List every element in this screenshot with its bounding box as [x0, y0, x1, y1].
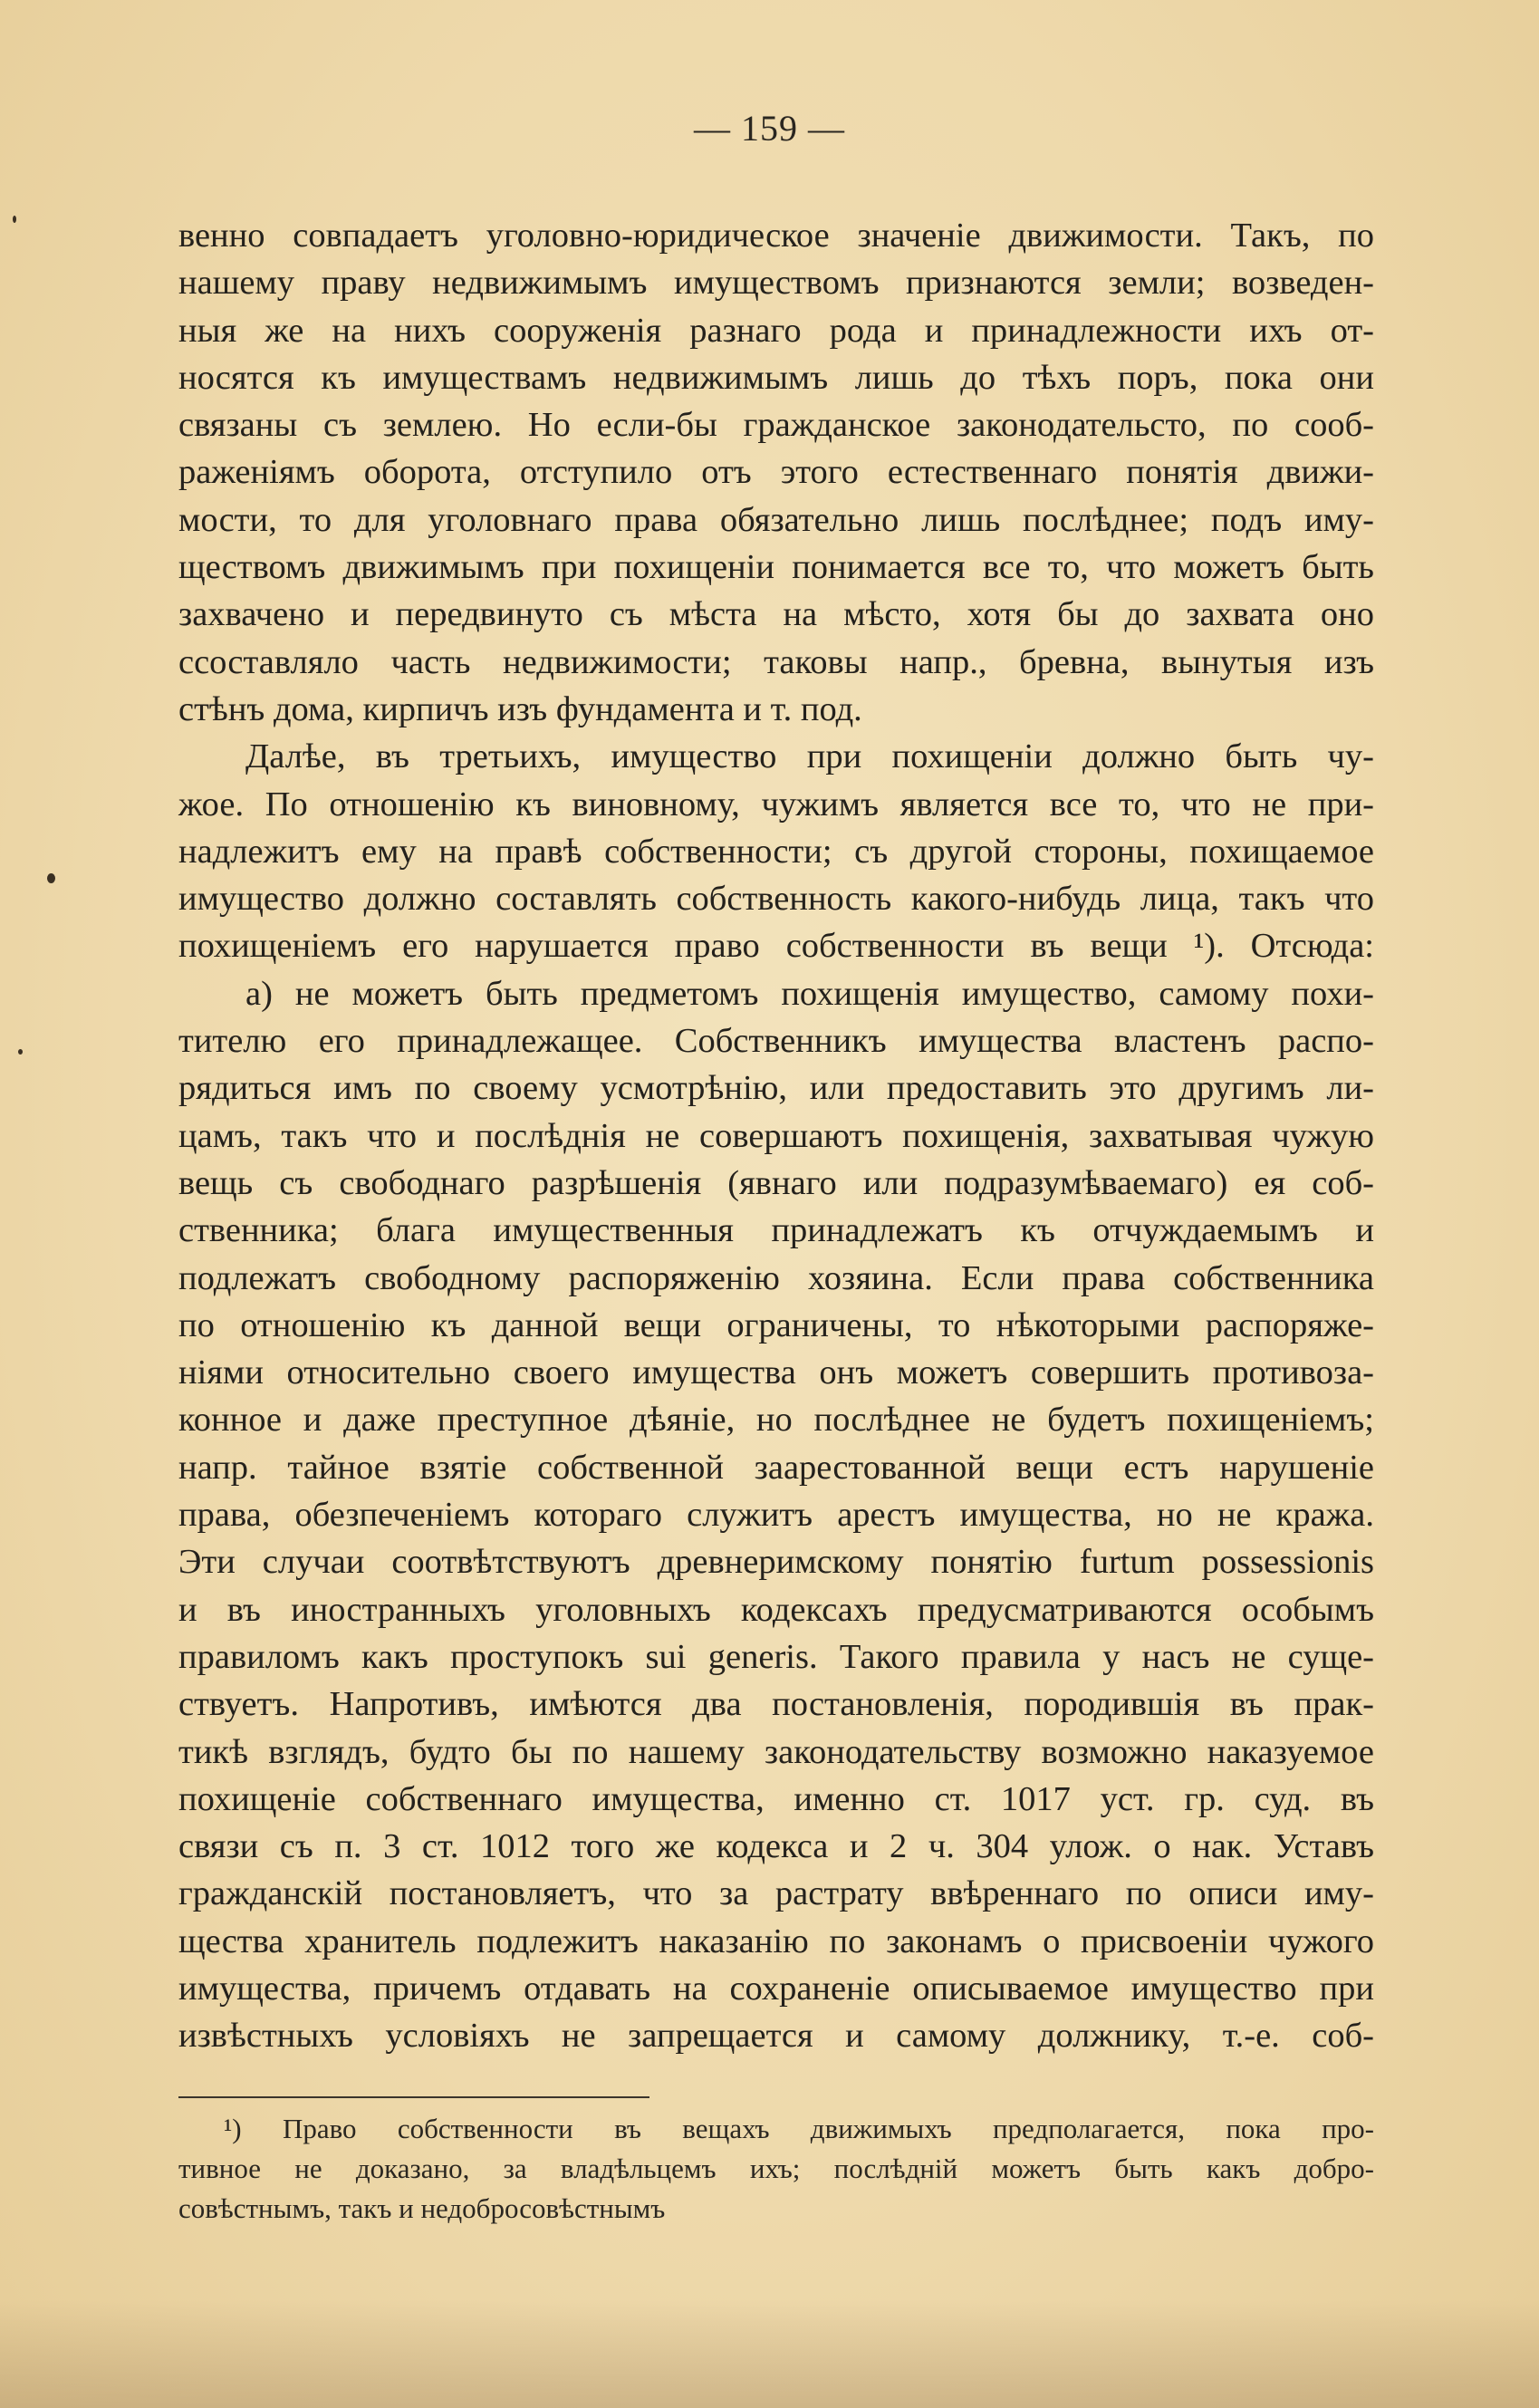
text-line: подлежатъ свободному распоряженiю хозяина. Если права собственника [178, 1258, 1374, 1297]
footnote [178, 2109, 1374, 2229]
text-line: рядиться имъ по своему усмотрѣнiю, или предоставить это другимъ ли- [178, 1069, 1374, 1108]
footnote-line: ¹) Право собственности въ вещахъ движимыхъ предполагается, пока про- [224, 2113, 1374, 2144]
text-line: нашему праву недвижимымъ имуществомъ признаются земли; возведен- [178, 264, 1374, 303]
text-line: связи съ п. 3 ст. 1012 того же кодекса и 2 ч. 304 улож. о нак. Уставъ [178, 1827, 1374, 1866]
text-line: вещь съ свободнаго разрѣшенiя (явнаго или подразумѣваемаго) ея соб- [178, 1163, 1374, 1202]
text-line: Эти случаи соотвѣтствуютъ древнеримскому понятiю furtum possessionis [178, 1543, 1374, 1582]
text-line: напр. тайное взятiе собственной заарестованной вещи естъ нарушенiе [178, 1448, 1374, 1487]
text-line: по отношенiю къ данной вещи ограничены, то нѣкоторыми распоряже- [178, 1305, 1374, 1344]
text-line: и въ иностранныхъ уголовныхъ кодексахъ предусматриваются особымъ [178, 1590, 1374, 1629]
text-line: конное и даже преступное дѣянiе, но послѣднее не будетъ похищенiемъ; [178, 1401, 1374, 1440]
page-number: — 159 — [694, 108, 845, 149]
text-line: надлежитъ ему на правѣ собственности; съ другой стороны, похищаемое [178, 832, 1374, 871]
text-line: тикѣ взглядъ, будто бы по нашему законодательству возможно наказуемое [178, 1732, 1374, 1771]
text-line: жое. По отношенiю къ виновному, чужимъ является все то, что не при- [178, 785, 1374, 824]
text-line: права, обезпеченiемъ котораго служитъ арестъ имущества, но не кража. [178, 1496, 1374, 1535]
text-line: носятся къ имуществамъ недвижимымъ лишь до тѣхъ поръ, пока они [178, 358, 1374, 397]
footnote-divider [178, 2096, 649, 2098]
text-line: ществомъ движимымъ при похищенiи понимается все то, что можетъ быть [178, 548, 1374, 587]
text-line: ствуетъ. Напротивъ, имѣются два постановленiя, породившiя въ прак- [178, 1685, 1374, 1724]
footnote-line: совѣстнымъ, такъ и недобросовѣстнымъ [178, 2192, 666, 2224]
text-line: гражданскiй постановляетъ, что за растрату ввѣреннаго по описи иму- [178, 1874, 1374, 1913]
ink-speck [13, 216, 16, 223]
text-line: правиломъ какъ проступокъ sui generis. Такого правила у насъ не суще- [178, 1637, 1374, 1676]
text-line: цамъ, такъ что и послѣднiя не совершаютъ похищенiя, захватывая чужую [178, 1116, 1374, 1155]
page-shadow [0, 2299, 1539, 2408]
text-line: похищенiемъ его нарушается право собственности въ вещи ¹). Отсюда: [178, 927, 1374, 966]
text-line: ныя же на нихъ сооруженiя разнаго рода и принадлежности ихъ от- [178, 311, 1374, 350]
text-line: тителю его принадлежащее. Собственникъ имущества властенъ распо- [178, 1022, 1374, 1061]
main-text [178, 212, 1374, 2060]
text-line: извѣстныхъ условiяхъ не запрещается и самому должнику, т.-е. соб- [178, 2017, 1374, 2056]
text-line: ственника; блага имущественныя принадлежатъ къ отчуждаемымъ и [178, 1211, 1374, 1250]
text-line: стѣнъ дома, кирпичъ изъ фундамента и т. под. [178, 689, 862, 728]
text-line: Далѣе, въ третьихъ, имущество при похищенiи должно быть чу- [245, 737, 1374, 776]
text-line: похищенiе собственнаго имущества, именно ст. 1017 уст. гр. суд. въ [178, 1779, 1374, 1818]
text-line: мости, то для уголовнаго права обязательно лишь послѣднее; подъ иму- [178, 500, 1374, 539]
text-line: захвачено и передвинуто съ мѣста на мѣсто, хотя бы до захвата оно [178, 595, 1374, 634]
text-line: связаны съ землею. Но если-бы гражданское законодательсто, по сооб- [178, 406, 1374, 445]
text-line: а) не можетъ быть предметомъ похищенiя имущество, самому похи- [245, 974, 1374, 1013]
footnote-line: тивное не доказано, за владѣльцемъ ихъ; послѣднiй можетъ быть какъ добро- [178, 2153, 1374, 2184]
text-line: имущества, причемъ отдавать на сохраненiе описываемое имущество при [178, 1969, 1374, 2008]
text-line: нiями относительно своего имущества онъ можетъ совершить противоза- [178, 1353, 1374, 1392]
text-line: венно совпадаетъ уголовно-юридическое значенiе движимости. Такъ, по [178, 217, 1374, 255]
text-line: имущество должно составлять собственность какого-нибудь лица, такъ что [178, 880, 1374, 919]
text-line: щества хранитель подлежитъ наказанiю по законамъ о присвоенiи чужого [178, 1922, 1374, 1960]
ink-speck [18, 1049, 23, 1055]
text-line: раженiямъ оборота, отступило отъ этого естественнаго понятiя движи- [178, 453, 1374, 492]
text-line: ссоставляло часть недвижимости; таковы напр., бревна, вынутыя изъ [178, 642, 1374, 681]
ink-speck [47, 873, 55, 883]
